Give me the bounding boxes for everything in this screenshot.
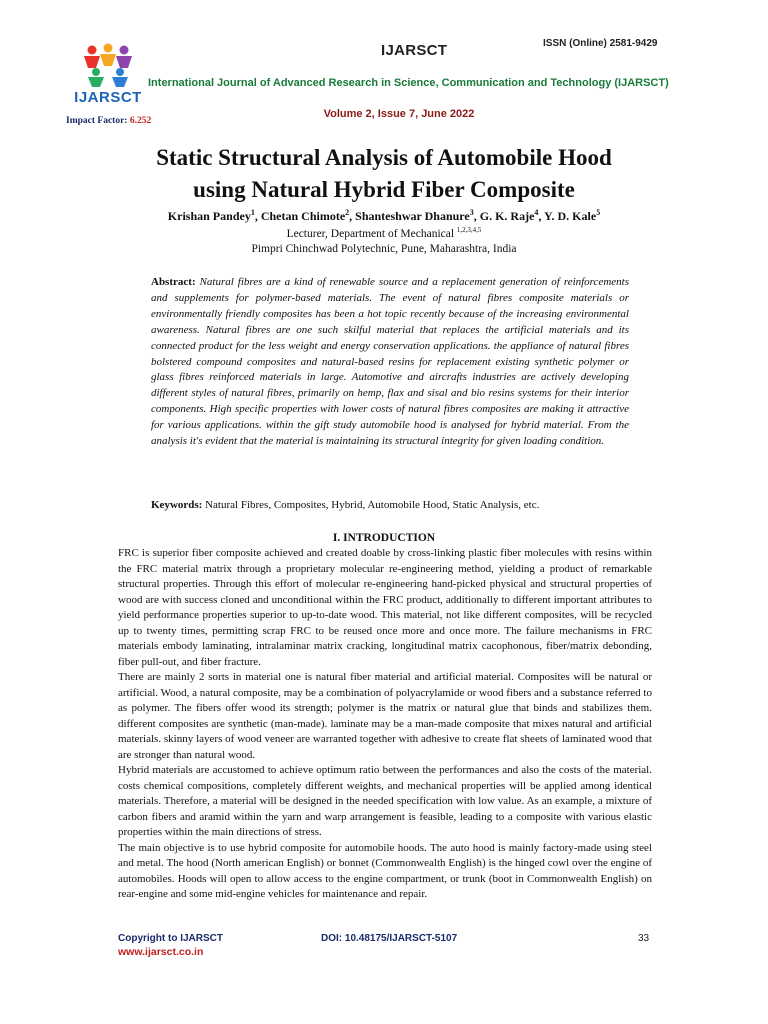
journal-short-name: IJARSCT	[381, 42, 448, 59]
issn: ISSN (Online) 2581-9429	[543, 38, 658, 49]
author: Krishan Pandey$^1$,	[167, 208, 261, 223]
abstract: Abstract: Natural fibres are a kind of renewable source and a replacement generation of reinforcements and supplements for polymer-based materials. The event of natural fibres composite materials or environmentally friendly composites has been a hot topic recently because of the increasing environmental awareness. Natural fibres are one such skilful material that replaces the artificial materials and its connected product for the less weight and energy conservation applications. the appliance of natural fibres bolstered compound composites and natural-based resins for replacement existing synthetic polymer or glass fibres reinforced materials in large. Automotive and aircrafts industries are actively developing different styles of natural fibres, primarily on hemp, flax and sisal and bio resins systems for their interior components. High specific properties with lower costs of natural fibres composites are making it attractive for various applications. within the gift study automobile hood is analysed for hybrid material. From the analysis it's evident that the material is maintaining its structural integrity for given loading condition.	[151, 276, 629, 448]
abstract-label: Abstract	[151, 276, 192, 288]
abstract-text: Natural fibres are a kind of renewable source and a replacement generation of reinforcements and supplements for polymer-based materials. The event of natural fibres composite materials or environmentally friendly composites has been a hot topic recently because of the increasing environmental awareness. Natural fibres are one such skilful material that replaces the artificial materials and its connected product for the less weight and energy conservation applications. the appliance of natural fibres bolstered compound composites and natural-based resins for replacement existing synthetic polymer or glass fibres reinforced materials in large. Automotive and aircrafts industries are actively developing different styles of natural fibres, primarily on hemp, flax and sisal and bio resins systems for their interior components. High specific properties with lower costs of natural fibres composites are making it attractive for various applications. within the gift study automobile hood is analysed for hybrid material. From the analysis it's evident that the material is maintaining its structural integrity for given loading condition.	[151, 276, 629, 448]
keywords: Keywords: Natural Fibres, Composites, Hybrid, Automobile Hood, Static Analysis, etc.	[151, 499, 540, 511]
author-list	[0, 208, 768, 224]
paragraph: Hybrid materials are accustomed to achieve optimum ratio between the performances and also the costs of the material. costs chemical compositions, completely different weights, and mechanical properties will be applied among identical materials. Therefore, a material will be designed in the needed specification with low value. As an example, a mixture of carbon fibers and aramid within the yarn and warp arrangement is feasible, leading to a composite with various elastic properties within the main directions of stress.	[118, 764, 652, 838]
footer-doi: DOI: 10.48175/IJARSCT-5107	[321, 933, 458, 944]
journal-logo	[66, 42, 150, 110]
keywords-label: Keywords	[151, 499, 199, 511]
paragraph: FRC is superior fiber composite achieved and created doable by cross-linking plastic fiber molecules with resins within the FRC material matrix through a proprietary molecular re-engineering method, yielding a product of remarkable structural properties. Through this effort of molecular re-engineering hand-picked physical and structural properties of wood are with success cloned and unconditional within the FRC product, additionally to different important attributes to yield performance properties superior to up-to-date wood. This material, not like different composites, will be recycled up to twenty times, permitting scrap FRC to be reused once more and once more. The failure mechanisms in FRC materials embody laminating, intralaminar matrix cracking, longitudinal matrix cacophonous, fiber/matrix debonding, fiber pull-out, and fiber fracture.	[118, 547, 652, 668]
impact-factor-value: 6.252	[129, 116, 152, 126]
title-line-1: Static Structural Analysis of Automobile Hood	[156, 145, 612, 170]
paragraph: The main objective is to use hybrid composite for automobile hoods. The auto hood is mainly factory-made using steel and metal. The hood (North american English) or bonnet (Commonwealth English) is the hinged cowl over the engine of automobiles. Hoods will open to allow access to the engine compartment, or trunk (boot in Commonwealth English) on rear-engine and some mid-engine vehicles for maintenance and repair.	[118, 841, 652, 900]
page-number: 33	[638, 933, 650, 944]
impact-factor	[66, 116, 151, 126]
paper-title	[0, 142, 768, 206]
author: G. K. Raje$^4$,	[479, 208, 544, 223]
logo-text: IJARSCT	[74, 89, 142, 106]
section-body	[118, 546, 652, 903]
paragraph: There are mainly 2 sorts in material one is natural fiber material and artificial material. Composites will be natural or artificial. Wood, a natural composite, may be a combination of polyacrylamide or wood fibers and a substance referred to as polymer. The fibers offer wood its strength; polymer is the matrix or natural glue that binds and stabilizes them. different composites are synthetic (man-made). laminate may be a man-made composite that mixes natural and artificial materials. skinny layers of wood veneer are warranted together with adhesive to create flat sheets of laminated wood that are stronger than natural wood.	[118, 671, 652, 761]
author: Shanteshwar Dhanure$^3$,	[355, 208, 480, 223]
affiliation-institution: Pimpri Chinchwad Polytechnic, Pune, Maharashtra, India	[251, 243, 517, 255]
footer-url-link[interactable]: www.ijarsct.co.in	[118, 946, 204, 958]
affiliation-department: Lecturer, Department of Mechanical $^{1,2,3,4,5}$	[286, 226, 482, 240]
volume-issue: Volume 2, Issue 7, June 2022	[323, 108, 475, 120]
author: Chetan Chimote$^2$,	[260, 208, 356, 223]
impact-factor-label: Impact Factor:	[66, 116, 130, 126]
footer-copyright: Copyright to IJARSCT	[118, 933, 223, 944]
logo-figures-icon	[66, 42, 150, 92]
section-heading: I. INTRODUCTION	[332, 532, 436, 544]
keywords-text: Natural Fibres, Composites, Hybrid, Automobile Hood, Static Analysis, etc.	[205, 499, 540, 511]
title-line-2: using Natural Hybrid Fiber Composite	[193, 177, 575, 202]
author: Y. D. Kale$^5$	[543, 208, 601, 223]
journal-full-name: International Journal of Advanced Research in Science, Communication and Technology (IJARSCT)	[148, 77, 669, 89]
